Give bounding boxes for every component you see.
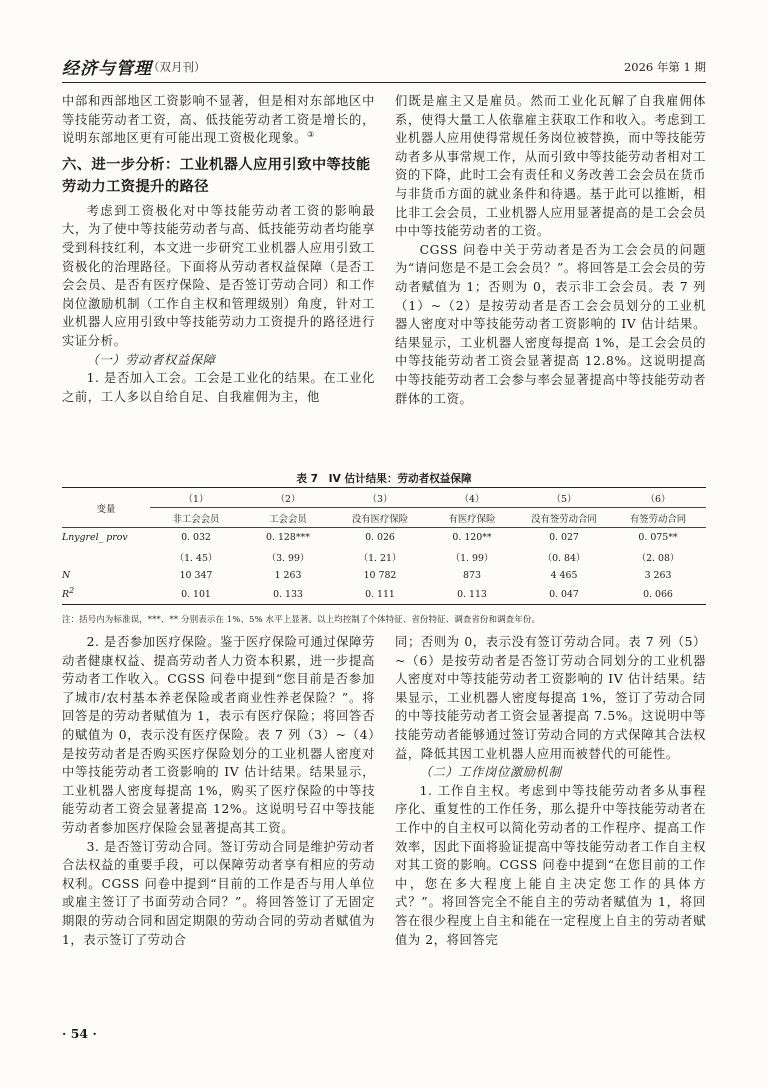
column-number: （3） xyxy=(334,488,426,508)
footnote-marker: ③ xyxy=(307,130,315,140)
paragraph: 3. 是否签订劳动合同。签订劳动合同是维护劳动者合法权益的重要手段，可以保障劳动者享有相应的劳动权利。CGSS 问卷中提到“目前的工作是否与用人单位或雇主签订了书面劳动合同？”。将回答签订了无固定期限的劳动合同和固定期限的劳动合同的劳动者赋值为 1，表示签订了劳动合 xyxy=(62,839,375,947)
variable-header: 变量 xyxy=(62,488,150,528)
table-cell: 10 782 xyxy=(363,570,397,581)
table-title: 表 7 IV 估计结果：劳动者权益保障 xyxy=(296,473,472,485)
table-cell: 0. 047 xyxy=(518,585,610,605)
paragraph: CGSS 问卷中关于劳动者是否为工会会员的问题为“请问您是不是工会会员？”。将回答是工会会员的劳动者赋值为 1；否则为 0，表示非工会会员。表 7 列（1）~（2）是按劳动者是否工会会员划分的工业机器人密度对中等技能劳动者工资影响的 IV 估计结果。结果显示，工业机器人密度每提高 1%，是工会会员的中等技能劳动者工资会显著提高 12.8%。这说明提高中等技能劳动者工会参与率会显著提高中等技能劳动者群体的工资。 xyxy=(395,242,706,406)
upper-left-column xyxy=(62,92,375,406)
column-number: （5） xyxy=(518,488,610,508)
column-label: 非工会会员 xyxy=(150,508,242,528)
table-header-row xyxy=(62,488,706,508)
table-cell: 0. 032 xyxy=(181,532,211,543)
table-row xyxy=(62,585,706,605)
row-label: N xyxy=(62,570,71,581)
table-cell: （3. 99） xyxy=(266,552,310,564)
column-label: 有医疗保险 xyxy=(426,508,518,528)
table-cell: 0. 075** xyxy=(638,532,678,543)
table-cell: 0. 111 xyxy=(334,585,426,605)
issue-label: 2026 年第 1 期 xyxy=(623,60,706,74)
table-cell: 0. 113 xyxy=(426,585,518,605)
table-cell: 873 xyxy=(463,570,481,581)
table-cell: 10 347 xyxy=(179,570,213,581)
row-label: Lnygrel_ prov xyxy=(62,532,128,543)
column-label: 没有签劳动合同 xyxy=(518,508,610,528)
table-header-row xyxy=(62,508,706,528)
paragraph: 1. 工作自主权。考虑到中等技能劳动者多从事程序化、重复性的工作任务，那么提升中等技能劳动者在工作中的自主权可以简化劳动者的工作程序、提高工作效率，因此下面将验证提高中等技能劳动者工作自主权对其工资的影响。CGSS 问卷中提到“在您目前的工作中，您在多大程度上能自主决定您工作的具体方式？”。将回答完全不能自主的劳动者赋值为 1，将回答在很少程度上自主和能在一定程度上自主的劳动者赋值为 2，将回答完 xyxy=(395,783,706,947)
results-table xyxy=(62,487,706,605)
running-header xyxy=(62,52,706,83)
column-label: 没有医疗保险 xyxy=(334,508,426,528)
table-cell: 0. 026 xyxy=(365,532,395,543)
table-cell: 3 263 xyxy=(644,570,672,581)
subsection-heading: （二）工作岗位激励机制 xyxy=(419,765,562,780)
section-heading: 六、进一步分析：工业机器人应用引致中等技能劳动力工资提升的路径 xyxy=(62,156,371,195)
subsection-heading: （一）劳动者权益保障 xyxy=(86,352,216,367)
column-number: （2） xyxy=(242,488,334,508)
column-number: （4） xyxy=(426,488,518,508)
lower-right-column xyxy=(395,633,706,949)
table-cell: 0. 128*** xyxy=(266,532,310,543)
column-label: 工会会员 xyxy=(242,508,334,528)
paragraph: 1. 是否加入工会。工会是工业化的结果。在工业化之前，工人多以自给自足、自我雇佣为主，他 xyxy=(62,371,375,404)
row-label xyxy=(62,547,150,566)
column-label: 有签劳动合同 xyxy=(610,508,706,528)
table-cell: 1 263 xyxy=(274,570,302,581)
paragraph: 中部和西部地区工资影响不显著，但是相对东部地区中等技能劳动者工资，高、低技能劳动者工资是增长的，说明东部地区更有可能出现工资极化现象。③ xyxy=(62,94,375,146)
column-number: （1） xyxy=(150,488,242,508)
table-cell: 0. 066 xyxy=(610,585,706,605)
table-cell: （0. 84） xyxy=(542,552,586,564)
upper-right-column xyxy=(395,92,706,408)
table-cell: 0. 101 xyxy=(150,585,242,605)
table-cell: （1. 21） xyxy=(358,552,402,564)
table-cell: 0. 120** xyxy=(452,532,492,543)
table-cell: （1. 99） xyxy=(450,552,494,564)
journal-logo: 经济与管理 xyxy=(62,59,152,79)
paragraph: 2. 是否参加医疗保险。鉴于医疗保险可通过保障劳动者健康权益、提高劳动者人力资本积累，进一步提高劳动者工作收入。CGSS 问卷中提到“您目前是否参加了城市/农村基本养老保险或者商业性养老保险？”。将回答是的劳动者赋值为 1，表示有医疗保险；将回答否的赋值为 0，表示没有医疗保险。表 7 列（3）~（4）是按劳动者是否购买医疗保险划分的工业机器人密度对中等技能劳动者工资影响的 IV 估计结果。结果显示，工业机器人密度每提高 1%，购买了医疗保险的中等技能劳动者工资会显著提高 12%。这说明号召中等技能劳动者参加医疗保险会显著提高其工资。 xyxy=(62,635,375,835)
table-row xyxy=(62,528,706,548)
page-number: · 54 · xyxy=(62,1026,97,1041)
table-row xyxy=(62,566,706,585)
journal-frequency: （双月刊） xyxy=(148,60,206,74)
column-number: （6） xyxy=(610,488,706,508)
table-cell: 4 465 xyxy=(550,570,578,581)
paragraph: 考虑到工资极化对中等技能劳动者工资的影响最大，为了使中等技能劳动者与高、低技能劳动者均能享受到科技红利，本文进一步研究工业机器人应用引致工资极化的治理路径。下面将从劳动者权益保障（是否工会会员、是否有医疗保险、是否签订劳动合同）和工作岗位激励机制（工作自主权和管理级别）角度，针对工业机器人应用引致中等技能劳动力工资提升的路径进行实证分析。 xyxy=(62,203,375,348)
table-row xyxy=(62,547,706,566)
paragraph: 同；否则为 0，表示没有签订劳动合同。表 7 列（5）~（6）是按劳动者是否签订劳动合同划分的工业机器人密度对中等技能劳动者工资影响的 IV 估计结果。结果显示，工业机器人密度每提高 1%，签订了劳动合同的中等技能劳动者工资会显著提高 7.5%。这说明中等技能劳动者能够通过签订劳动合同的方式保障其合法权益，降低其因工业机器人应用而被替代的可能性。 xyxy=(395,635,706,761)
table-note: 注：括号内为标准误，***、** 分别表示在 1%、5% 水平上显著。以上均控制了个体特征、省份特征、调查省份和调查年份。 xyxy=(62,614,541,624)
table-cell: （1. 45） xyxy=(174,552,218,564)
table-cell: （2. 08） xyxy=(636,552,680,564)
table-cell: 0. 133 xyxy=(242,585,334,605)
row-label: $R^2$ xyxy=(62,585,150,605)
lower-left-column xyxy=(62,633,375,949)
table-cell: 0. 027 xyxy=(549,532,579,543)
paragraph: 们既是雇主又是雇员。然而工业化瓦解了自我雇佣体系，使得大量工人依靠雇主获取工作和收入。考虑到工业机器人应用使得常规任务岗位被替换，而中等技能劳动者多从事常规工作，从而引致中等技能劳动者相对工资的下降，此时工会有责任和义务改善工会会员在货币与非货币方面的就业条件和待遇。基于此可以推断，相比非工会会员，工业机器人应用显著提高的是工会会员中中等技能劳动者的工资。 xyxy=(395,94,706,239)
